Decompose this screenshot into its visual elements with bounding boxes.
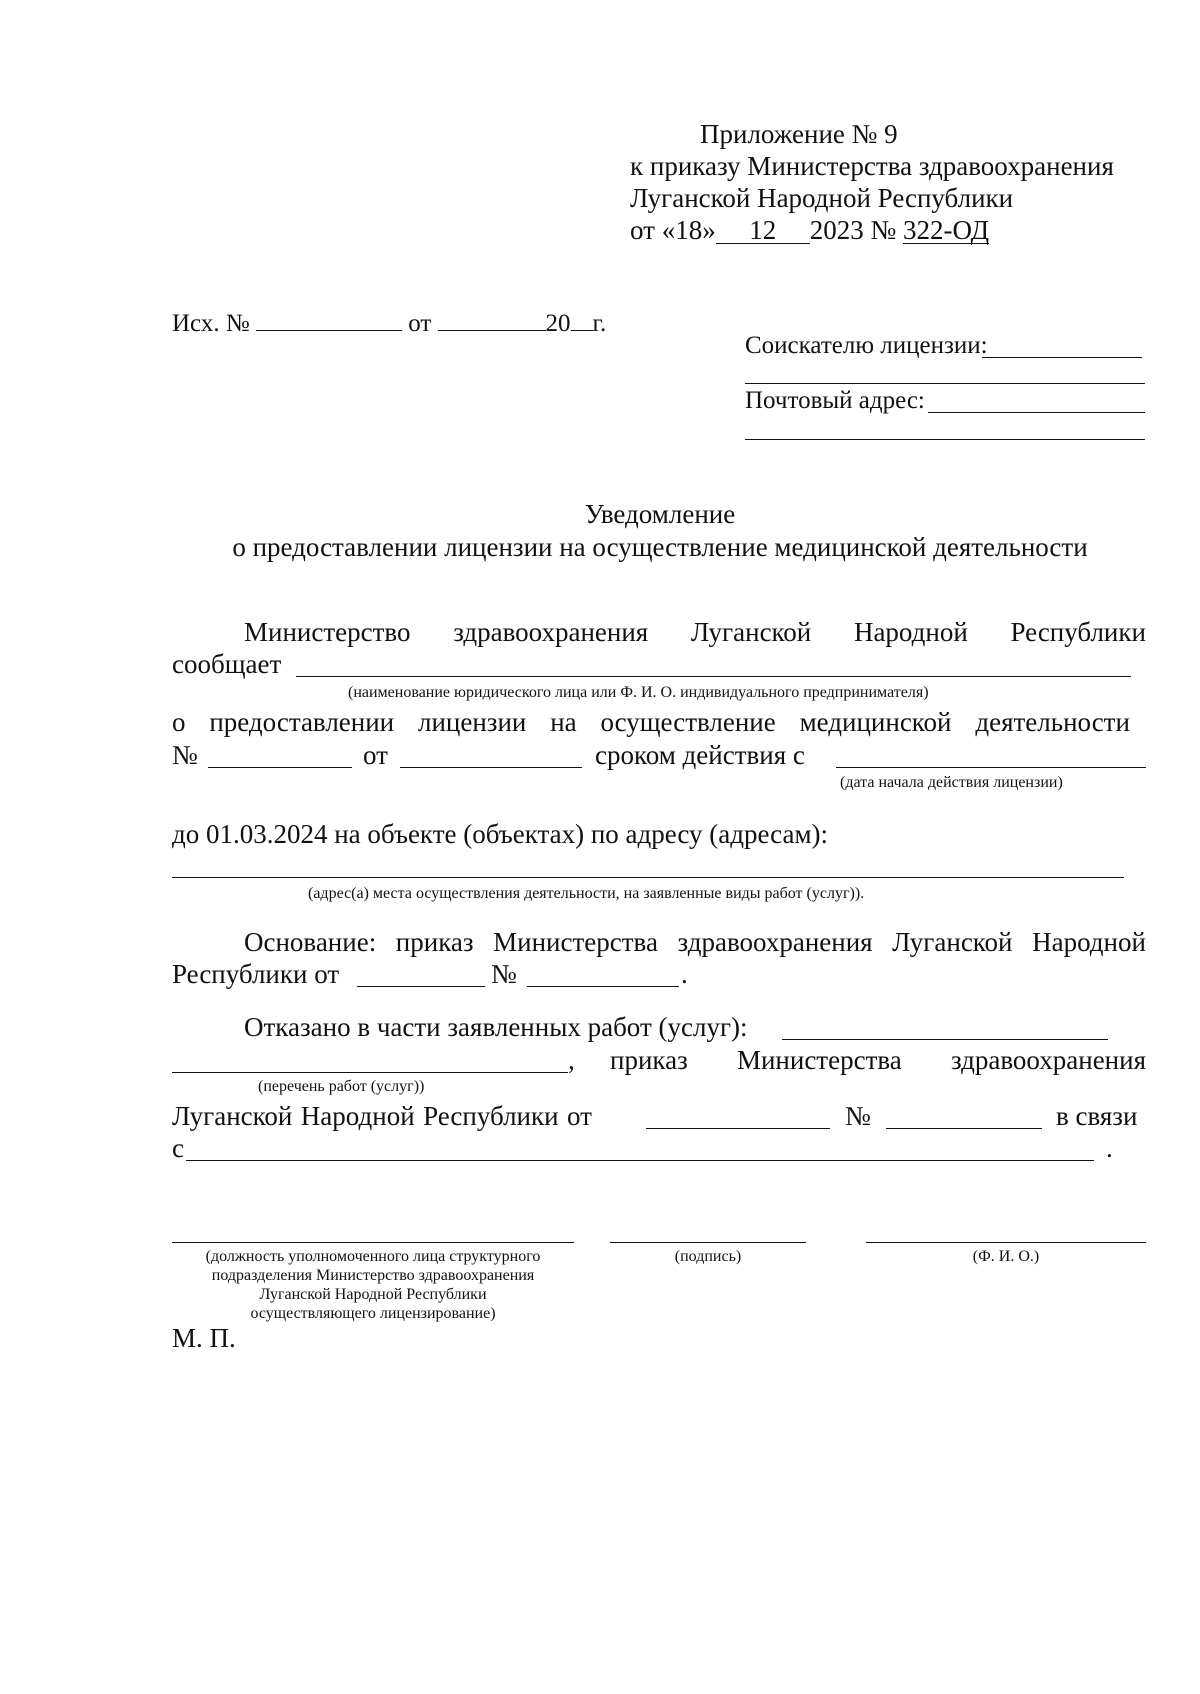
basis-line1: [244, 926, 1146, 958]
name-caption: (Ф. И. О.): [972, 1248, 1040, 1265]
p1-word: Республики: [1010, 617, 1146, 647]
refused-number-field[interactable]: [886, 1128, 1042, 1129]
caption-address: (адрес(а) места осуществления деятельности, на заявленные виды работ (услуг)).: [308, 885, 865, 902]
stamp-mark: М. П.: [172, 1323, 236, 1353]
position-caption-line: подразделения Министерство здравоохранения: [211, 1267, 535, 1284]
appendix-date-line: [630, 214, 989, 246]
refused-word: Министерства: [736, 1045, 902, 1075]
signature-field[interactable]: [610, 1242, 806, 1243]
license-date-field[interactable]: [400, 767, 582, 768]
appendix-month: 12: [716, 217, 810, 244]
p3-num: №: [172, 740, 198, 770]
basis-line2-num: №: [491, 959, 517, 989]
full-name-field[interactable]: [866, 1242, 1146, 1243]
p2-word: лицензии: [417, 707, 527, 737]
p1-line1: [244, 616, 1146, 648]
ref-line3-start: [172, 1100, 592, 1132]
ref-word: Луганской: [172, 1101, 293, 1131]
refused-works-field-line2[interactable]: [172, 1072, 568, 1073]
outgoing-from-label: от: [408, 310, 432, 337]
basis-word: Народной: [1032, 927, 1146, 957]
applicant-field[interactable]: [982, 357, 1142, 358]
applicant-field-line2[interactable]: [745, 383, 1145, 384]
basis-word: Министерства: [493, 927, 658, 957]
p1-reports: сообщает: [172, 649, 282, 679]
refused-reason-field[interactable]: [186, 1160, 1094, 1161]
position-field[interactable]: [172, 1242, 574, 1243]
sign-caption: (подпись): [674, 1248, 742, 1265]
outgoing-year-prefix: 20: [545, 310, 571, 337]
p3-term: сроком действия с: [595, 740, 805, 770]
basis-line2-end: .: [681, 959, 688, 989]
ref-word: Народной: [300, 1101, 415, 1131]
p3-from: от: [363, 740, 388, 770]
appendix-number-sign: №: [870, 215, 897, 245]
outgoing-year-field[interactable]: [571, 304, 593, 331]
p2-word: предоставлении: [209, 707, 395, 737]
outgoing-num-label: Исх. №: [172, 310, 250, 337]
title-line1: Уведомление: [584, 499, 736, 529]
refused-works-field[interactable]: [782, 1039, 1108, 1040]
p1-word: Министерство: [244, 617, 411, 647]
appendix-line1: Приложение № 9: [700, 119, 898, 149]
appendix-date-prefix: от «18»: [630, 215, 716, 245]
caption-works: (перечень работ (услуг)): [258, 1078, 425, 1095]
postal-field-line2[interactable]: [745, 439, 1145, 440]
basis-word: здравоохранения: [677, 927, 873, 957]
basis-number-field[interactable]: [527, 986, 679, 987]
basis-word: Луганской: [892, 927, 1013, 957]
basis-word: приказ: [395, 927, 474, 957]
refused-word: приказ: [610, 1045, 688, 1075]
p2-word: деятельности: [975, 707, 1130, 737]
position-caption-line: Луганской Народной Республики: [259, 1286, 487, 1303]
p1-word: Народной: [853, 617, 968, 647]
appendix-number: 322-ОД: [902, 215, 990, 245]
position-caption-line: (должность уполномоченного лица структурного: [205, 1248, 541, 1265]
refused-order-line: [610, 1044, 1146, 1076]
p1-word: Луганской: [690, 617, 812, 647]
ref-line4-prefix: с: [172, 1133, 184, 1163]
caption-start: (дата начала действия лицензии): [840, 774, 1063, 791]
p2-word: о: [172, 707, 186, 737]
appendix-year: 2023: [809, 215, 864, 245]
basis-line2-prefix: Республики от: [172, 959, 340, 989]
basis-word: Основание:: [244, 927, 377, 957]
p1-word: здравоохранения: [453, 617, 649, 647]
position-caption: [172, 1247, 574, 1323]
caption-entity: (наименование юридического лица или Ф. И. О. индивидуального предпринимателя): [348, 684, 929, 701]
position-caption-line: осуществляющего лицензирование): [250, 1305, 496, 1322]
p4-line: до 01.03.2024 на объекте (объектах) по адресу (адресам):: [172, 819, 829, 849]
address-field[interactable]: [172, 877, 1124, 878]
outgoing-year-suffix: г.: [592, 310, 607, 337]
p2-word: осуществление: [600, 707, 776, 737]
ref-line4-end: .: [1106, 1133, 1113, 1163]
postal-label: Почтовый адрес:: [745, 387, 925, 414]
license-number-field[interactable]: [208, 767, 352, 768]
refused-label: Отказано в части заявленных работ (услуг):: [244, 1012, 748, 1042]
p2-word: на: [550, 707, 577, 737]
p2-line: [172, 706, 1130, 738]
entity-name-field[interactable]: [296, 676, 1131, 677]
basis-date-field[interactable]: [357, 986, 485, 987]
ref-line3-end: в связи: [1056, 1101, 1138, 1131]
outgoing-date-field[interactable]: [438, 304, 546, 331]
p2-word: медицинской: [799, 707, 952, 737]
title-line2: о предоставлении лицензии на осуществление медицинской деятельности: [232, 532, 1088, 562]
refused-comma: ,: [568, 1045, 575, 1075]
ref-word: Республики: [423, 1101, 559, 1131]
outgoing-line: [172, 304, 606, 339]
outgoing-num-field[interactable]: [256, 304, 402, 331]
appendix-line3: Луганской Народной Республики: [630, 183, 1014, 213]
refused-word: здравоохранения: [950, 1045, 1146, 1075]
appendix-line2: к приказу Министерства здравоохранения: [630, 151, 1114, 181]
ref-word: от: [567, 1101, 592, 1131]
license-start-field[interactable]: [836, 767, 1146, 768]
postal-field[interactable]: [928, 412, 1145, 413]
refused-date-field[interactable]: [646, 1128, 830, 1129]
applicant-label: Соискателю лицензии:: [745, 332, 988, 359]
ref-line3-num: №: [845, 1101, 871, 1131]
